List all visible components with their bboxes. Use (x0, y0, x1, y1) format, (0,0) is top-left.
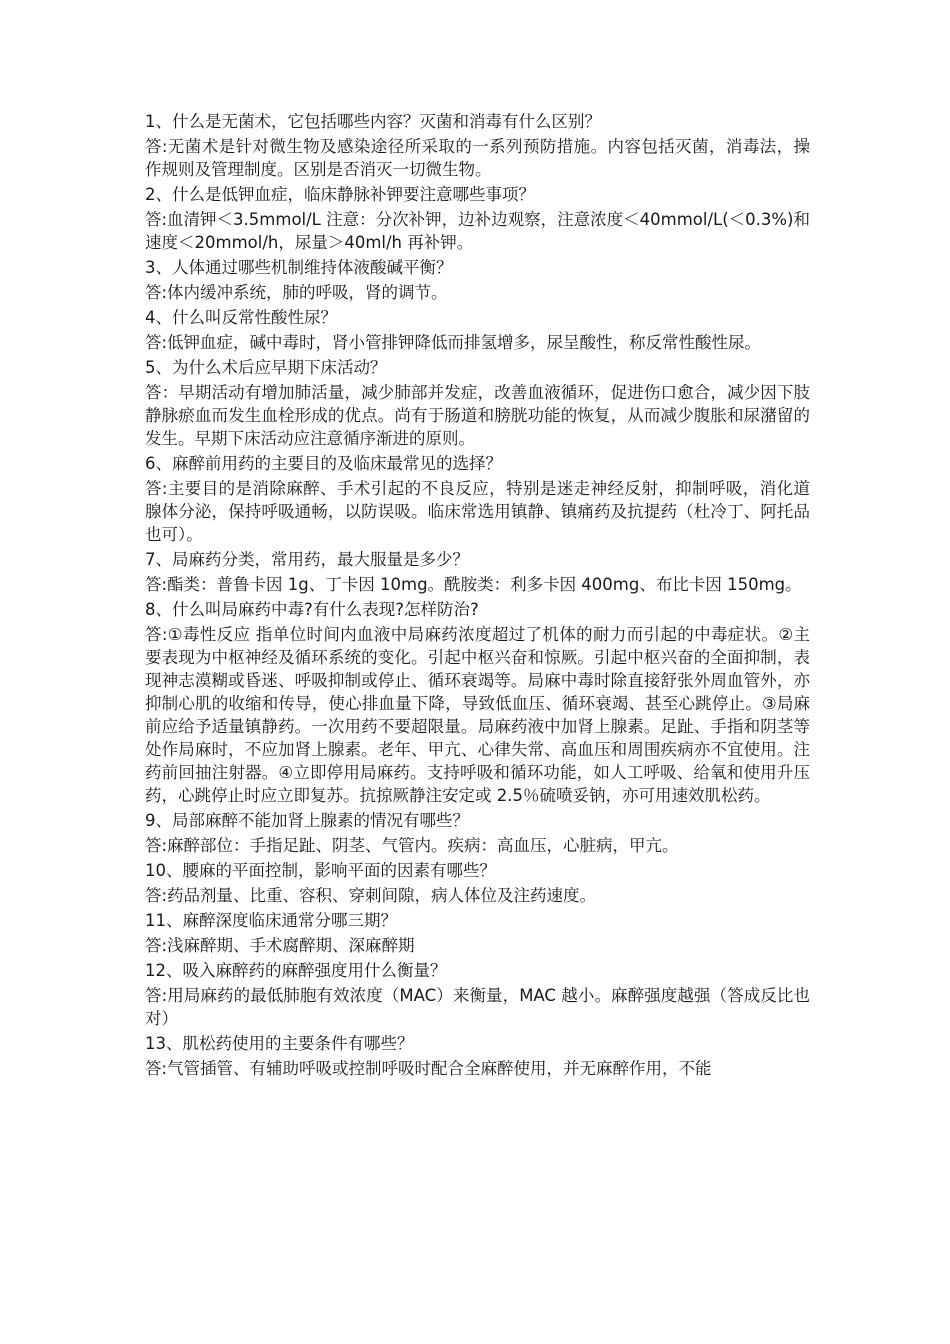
question-text: 11、麻醉深度临床通常分哪三期？ (145, 911, 397, 930)
answer-text: 答:药品剂量、比重、容积、穿刺间隙，病人体位及注药速度。 (145, 886, 597, 905)
question-text: 6、麻醉前用药的主要目的及临床最常见的选择？ (145, 454, 502, 473)
document-page (145, 110, 810, 1082)
answer-text: 答:低钾血症，碱中毒时，肾小管排钾降低而排氢增多，尿呈酸性，称反常性酸性尿。 (145, 333, 762, 352)
question-text: 8、什么叫局麻药中毒?有什么表现?怎样防治? (145, 600, 479, 619)
qa-item-6 (145, 452, 810, 546)
question-text: 5、为什么术后应早期下床活动？ (145, 358, 387, 377)
question-text: 10、腰麻的平面控制，影响平面的因素有哪些？ (145, 861, 496, 880)
qa-item-5 (145, 356, 810, 450)
answer-text: 答:用局麻药的最低肺胞有效浓度（MAC）来衡量，MAC 越小。麻醉强度越强（答成反比也对） (145, 986, 810, 1028)
qa-item-13 (145, 1032, 810, 1080)
qa-item-8 (145, 598, 810, 807)
answer-text: 答:①毒性反应 指单位时间内血液中局麻药浓度超过了机体的耐力而引起的中毒症状。②主要表现为中枢神经及循环系统的变化。引起中枢兴奋和惊厥。引起中枢兴奋的全面抑制，表现神志漠糊或昏迷、呼吸抑制或停止、循环衰竭等。局麻中毒时除直接舒张外周血管外，亦抑制心肌的收缩和传导，使心排血量下降，导致低血压、循环衰竭、甚至心跳停止。③局麻前应给予适量镇静药。一次用药不要超限量。局麻药液中加肾上腺素。足趾、手指和阴茎等处作局麻时，不应加肾上腺素。老年、甲亢、心律失常、高血压和周围疾病亦不宜使用。注药前回抽注射器。④立即停用局麻药。支持呼吸和循环功能，如人工呼吸、给氧和使用升压药，心跳停止时应立即复苏。抗掠厥静注安定或 2.5％硫喷妥钠，亦可用速效肌松药。 (145, 625, 810, 805)
qa-item-2 (145, 183, 810, 254)
qa-item-3 (145, 256, 810, 304)
qa-item-10 (145, 859, 810, 907)
question-text: 4、什么叫反常性酸性尿？ (145, 308, 337, 327)
question-text: 2、什么是低钾血症，临床静脉补钾要注意哪些事项？ (145, 185, 535, 204)
question-text: 9、局部麻醉不能加肾上腺素的情况有哪些？ (145, 811, 469, 830)
question-text: 7、局麻药分类，常用药，最大服量是多少？ (145, 550, 469, 569)
answer-text: 答:酯类：普鲁卡因 1g、丁卡因 10mg。酰胺类：利多卡因 400mg、布比卡因 150mg。 (145, 575, 802, 594)
qa-item-1 (145, 110, 810, 181)
qa-item-9 (145, 809, 810, 857)
answer-text: 答：早期活动有增加肺活量，减少肺部并发症，改善血液循环，促进伤口愈合，减少因下肢静脉瘀血而发生血栓形成的优点。尚有于肠道和膀胱功能的恢复，从而减少腹胀和尿潴留的发生。早期下床活动应注意循序渐进的原则。 (145, 383, 810, 448)
answer-text: 答:血清钾＜3.5mmol/L 注意：分次补钾，边补边观察，注意浓度＜40mmol/L(＜0.3%)和速度＜20mmol/h，尿量＞40ml/h 再补钾。 (145, 210, 810, 252)
qa-item-11 (145, 909, 810, 957)
qa-item-12 (145, 959, 810, 1030)
question-text: 3、人体通过哪些机制维持体液酸碱平衡？ (145, 258, 453, 277)
answer-text: 答:浅麻醉期、手术腐醉期、深麻醉期 (145, 936, 415, 955)
qa-item-4 (145, 306, 810, 354)
answer-text: 答:麻醉部位：手指足趾、阴茎、气管内。疾病：高血压，心脏病，甲亢。 (145, 836, 679, 855)
question-text: 12、吸入麻醉药的麻醉强度用什么衡量？ (145, 961, 447, 980)
answer-text: 答:无菌术是针对微生物及感染途径所采取的一系列预防措施。内容包括灭菌，消毒法，操作规则及管理制度。区别是否消灭一切微生物。 (145, 137, 810, 179)
answer-text: 答:主要目的是消除麻醉、手术引起的不良反应，特别是迷走神经反射，抑制呼吸，消化道腺体分泌，保持呼吸通畅，以防误吸。临床常选用镇静、镇痛药及抗提药（杜冷丁、阿托品也可）。 (145, 479, 810, 544)
answer-text: 答:气管插管、有辅助呼吸或控制呼吸时配合全麻醉使用，并无麻醉作用，不能 (145, 1059, 712, 1078)
qa-item-7 (145, 548, 810, 596)
answer-text: 答:体内缓冲系统，肺的呼吸，肾的调节。 (145, 283, 448, 302)
question-text: 1、什么是无菌术，它包括哪些内容？灭菌和消毒有什么区别？ (145, 112, 601, 131)
question-text: 13、肌松药使用的主要条件有哪些？ (145, 1034, 414, 1053)
